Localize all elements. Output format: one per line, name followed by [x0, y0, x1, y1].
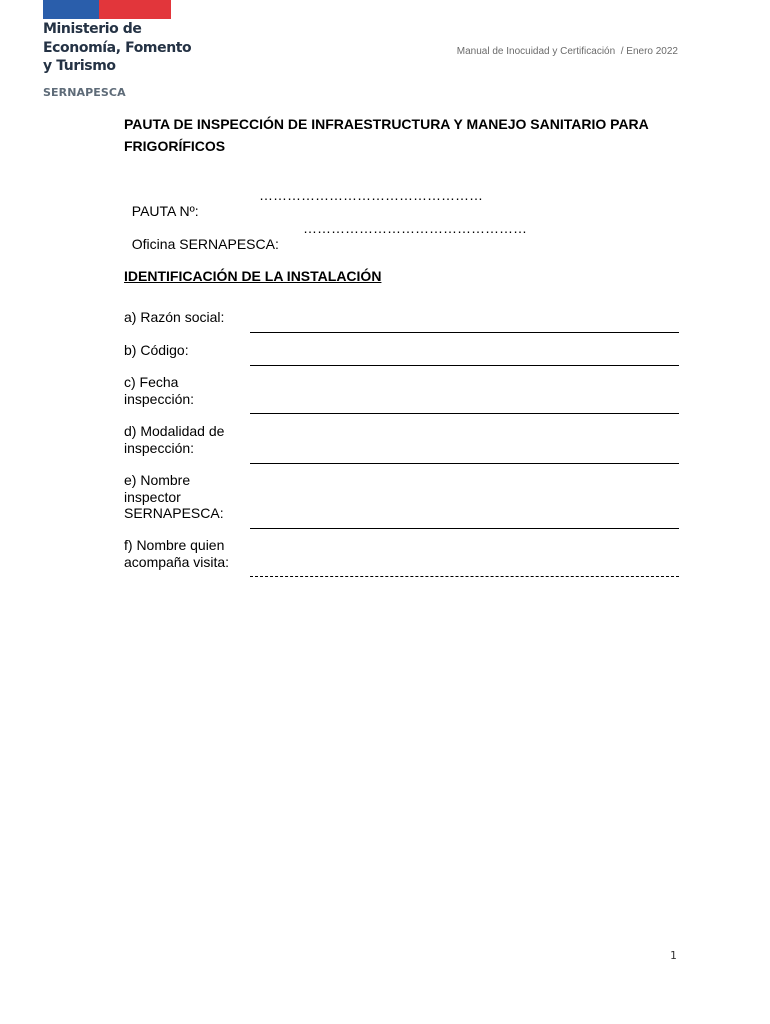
field-label-nombre-acompana: f) Nombre quien acompaña visita: — [124, 537, 230, 570]
agency-name: SERNAPESCA — [43, 86, 126, 99]
ministry-line-3: y Turismo — [43, 58, 116, 74]
document-title: PAUTA DE INSPECCIÓN DE INFRAESTRUCTURA Y MANEJO SANITARIO PARA FRIGORÍFICOS — [124, 116, 649, 154]
ministry-line-2: Economía, Fomento — [43, 39, 192, 56]
oficina-field — [124, 220, 527, 268]
ministry-logo-text — [43, 20, 191, 76]
page-number: 1 — [670, 949, 677, 962]
oficina-label: Oficina SERNAPESCA: — [131, 236, 279, 252]
field-label-modalidad-inspeccion: d) Modalidad de inspección: — [124, 423, 225, 456]
ministry-line-1: Ministerio de — [43, 21, 142, 37]
field-line-nombre-inspector[interactable] — [250, 528, 679, 529]
field-line-fecha-inspeccion[interactable] — [250, 413, 679, 414]
oficina-blank[interactable]: ………………………………………… — [303, 220, 527, 236]
pauta-number-blank[interactable]: ………………………………………… — [259, 187, 483, 203]
flag-blue-band — [43, 0, 99, 19]
field-label-fecha-inspeccion: c) Fecha inspección: — [124, 374, 195, 407]
field-line-razon-social[interactable] — [250, 332, 679, 333]
field-line-modalidad-inspeccion[interactable] — [250, 463, 679, 464]
ministry-logo-flag — [43, 0, 171, 19]
field-label-razon-social: a) Razón social: — [124, 309, 225, 325]
flag-red-band — [99, 0, 171, 19]
field-label-nombre-inspector: e) Nombre inspector SERNAPESCA: — [124, 472, 224, 521]
field-line-codigo[interactable] — [250, 365, 679, 366]
field-label-codigo: b) Código: — [124, 342, 189, 358]
section-heading-identificacion: IDENTIFICACIÓN DE LA INSTALACIÓN — [124, 268, 382, 284]
manual-header-note: Manual de Inocuidad y Certificación / Enero 2022 — [456, 46, 678, 57]
pauta-number-label: PAUTA Nº: — [131, 203, 199, 219]
field-line-nombre-acompana[interactable] — [250, 576, 679, 577]
